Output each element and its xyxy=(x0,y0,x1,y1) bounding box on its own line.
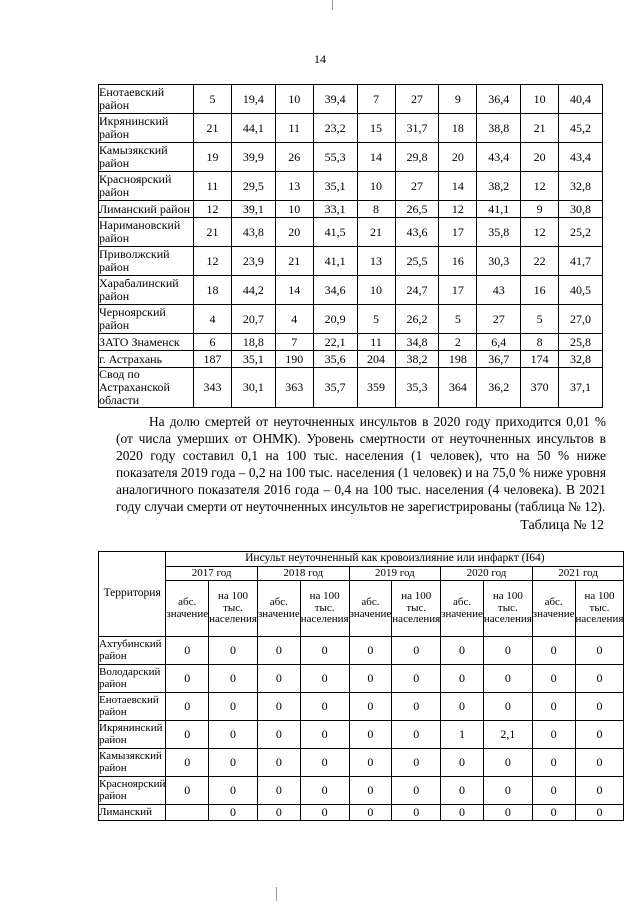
table-row xyxy=(99,114,603,143)
table-row xyxy=(99,218,603,247)
territory-cell: Камызякский район xyxy=(99,143,194,172)
value-cell: 0 xyxy=(575,777,624,805)
abs-header: абс. значение xyxy=(257,581,300,637)
territory-cell: Наримановский район xyxy=(99,218,194,247)
value-cell: 32,8 xyxy=(559,351,603,368)
value-cell: 0 xyxy=(166,637,209,665)
abs-header: абс. значение xyxy=(441,581,484,637)
value-cell: 0 xyxy=(300,749,349,777)
years-row xyxy=(99,567,624,581)
table-row xyxy=(99,143,603,172)
value-cell: 0 xyxy=(300,693,349,721)
value-cell: 343 xyxy=(194,368,232,408)
value-cell: 27 xyxy=(477,305,521,334)
value-cell: 0 xyxy=(257,749,300,777)
value-cell: 35,6 xyxy=(313,351,357,368)
value-cell: 24,7 xyxy=(395,276,439,305)
value-cell: 26,2 xyxy=(395,305,439,334)
value-cell: 0 xyxy=(349,693,392,721)
value-cell: 0 xyxy=(532,637,575,665)
value-cell: 0 xyxy=(483,777,532,805)
territory-cell: Енотаевский район xyxy=(99,693,166,721)
value-cell: 0 xyxy=(166,749,209,777)
value-cell: 0 xyxy=(441,637,484,665)
value-cell: 4 xyxy=(194,305,232,334)
table-caption: Таблица № 12 xyxy=(520,518,604,533)
value-cell: 198 xyxy=(439,351,477,368)
value-cell: 0 xyxy=(575,749,624,777)
value-cell: 10 xyxy=(275,201,313,218)
value-cell: 55,3 xyxy=(313,143,357,172)
value-cell: 12 xyxy=(521,218,559,247)
value-cell: 12 xyxy=(194,247,232,276)
value-cell: 20 xyxy=(521,143,559,172)
value-cell: 0 xyxy=(349,665,392,693)
table-row xyxy=(99,334,603,351)
territory-cell: Красноярский район xyxy=(99,777,166,805)
value-cell: 16 xyxy=(521,276,559,305)
territory-cell: ЗАТО Знаменск xyxy=(99,334,194,351)
value-cell: 25,8 xyxy=(559,334,603,351)
value-cell: 21 xyxy=(194,218,232,247)
value-cell: 2,1 xyxy=(483,721,532,749)
value-cell: 11 xyxy=(357,334,395,351)
value-cell: 21 xyxy=(521,114,559,143)
value-cell: 364 xyxy=(439,368,477,408)
value-cell: 33,1 xyxy=(313,201,357,218)
value-cell: 0 xyxy=(392,665,441,693)
value-cell: 0 xyxy=(441,693,484,721)
table-row xyxy=(99,247,603,276)
value-cell: 0 xyxy=(166,693,209,721)
value-cell: 0 xyxy=(166,777,209,805)
value-cell: 0 xyxy=(349,721,392,749)
year-header: 2019 год xyxy=(349,567,441,581)
value-cell: 363 xyxy=(275,368,313,408)
table-row xyxy=(99,276,603,305)
year-header: 2017 год xyxy=(166,567,258,581)
value-cell: 21 xyxy=(275,247,313,276)
value-cell: 36,4 xyxy=(477,85,521,114)
value-cell: 34,8 xyxy=(395,334,439,351)
value-cell: 6 xyxy=(194,334,232,351)
group-header: Инсульт неуточненный как кровоизлияние или инфаркт (I64) xyxy=(166,552,624,567)
value-cell: 12 xyxy=(521,172,559,201)
value-cell: 0 xyxy=(532,805,575,821)
value-cell: 43,4 xyxy=(559,143,603,172)
value-cell: 10 xyxy=(275,85,313,114)
value-cell: 20,9 xyxy=(313,305,357,334)
value-cell: 14 xyxy=(275,276,313,305)
value-cell: 41,1 xyxy=(477,201,521,218)
value-cell: 12 xyxy=(194,201,232,218)
value-cell: 0 xyxy=(575,637,624,665)
value-cell: 0 xyxy=(209,749,258,777)
value-cell: 18 xyxy=(194,276,232,305)
scan-mark xyxy=(276,887,277,901)
value-cell: 15 xyxy=(357,114,395,143)
year-header: 2018 год xyxy=(257,567,349,581)
abs-header: абс. значение xyxy=(532,581,575,637)
value-cell: 43,4 xyxy=(477,143,521,172)
value-cell: 32,8 xyxy=(559,172,603,201)
value-cell: 29,5 xyxy=(231,172,275,201)
value-cell: 187 xyxy=(194,351,232,368)
table-row xyxy=(99,749,624,777)
value-cell: 35,1 xyxy=(313,172,357,201)
value-cell: 27,0 xyxy=(559,305,603,334)
value-cell: 5 xyxy=(357,305,395,334)
value-cell: 0 xyxy=(257,693,300,721)
territory-cell: г. Астрахань xyxy=(99,351,194,368)
body-paragraph: На долю смертей от неуточненных инсультов в 2020 году приходится 0,01 % (от числа умерших от ОНМК). Уровень смертности от неуточненных инсультов в 2020 году составил 0,1 на 100 тыс. населения (1 человек), что на 50 % ниже показателя 2019 года – 0,2 на 100 тыс. населения (1 человек) и на 75,0 % ниже уровня аналогичного показателя 2016 года – 0,4 на 100 тыс. населения (4 человека). В 2021 году случаи смерти от неуточненных инсультов не зарегистрированы (таблица № 12). xyxy=(116,414,606,514)
table-row xyxy=(99,351,603,368)
mortality-table xyxy=(98,84,603,408)
territory-cell: Приволжский район xyxy=(99,247,194,276)
value-cell: 6,4 xyxy=(477,334,521,351)
value-cell: 23,9 xyxy=(231,247,275,276)
value-cell: 5 xyxy=(521,305,559,334)
value-cell: 0 xyxy=(257,721,300,749)
value-cell: 31,7 xyxy=(395,114,439,143)
value-cell: 22,1 xyxy=(313,334,357,351)
value-cell: 43,6 xyxy=(395,218,439,247)
value-cell: 8 xyxy=(521,334,559,351)
table-row xyxy=(99,305,603,334)
value-cell: 0 xyxy=(300,721,349,749)
rate-header: на 100 тыс. населения xyxy=(575,581,624,637)
value-cell: 7 xyxy=(357,85,395,114)
value-cell: 0 xyxy=(483,637,532,665)
value-cell: 18 xyxy=(439,114,477,143)
value-cell: 9 xyxy=(521,201,559,218)
value-cell: 0 xyxy=(532,749,575,777)
table-row xyxy=(99,665,624,693)
value-cell: 41,5 xyxy=(313,218,357,247)
value-cell: 0 xyxy=(349,805,392,821)
scan-mark xyxy=(332,0,333,10)
value-cell: 0 xyxy=(483,749,532,777)
stroke-table-body xyxy=(99,637,624,821)
value-cell: 26,5 xyxy=(395,201,439,218)
value-cell: 11 xyxy=(194,172,232,201)
value-cell: 35,1 xyxy=(231,351,275,368)
table-row xyxy=(99,721,624,749)
value-cell: 0 xyxy=(392,805,441,821)
value-cell: 19,4 xyxy=(231,85,275,114)
value-cell: 0 xyxy=(209,721,258,749)
value-cell: 0 xyxy=(441,777,484,805)
territory-cell: Красноярский район xyxy=(99,172,194,201)
value-cell: 0 xyxy=(300,777,349,805)
value-cell: 10 xyxy=(357,276,395,305)
value-cell: 2 xyxy=(439,334,477,351)
value-cell: 359 xyxy=(357,368,395,408)
table-row xyxy=(99,172,603,201)
table-row xyxy=(99,368,603,408)
value-cell: 34,6 xyxy=(313,276,357,305)
table-row xyxy=(99,201,603,218)
value-cell: 36,7 xyxy=(477,351,521,368)
value-cell: 16 xyxy=(439,247,477,276)
value-cell: 40,5 xyxy=(559,276,603,305)
table-row xyxy=(99,693,624,721)
value-cell: 36,2 xyxy=(477,368,521,408)
territory-cell: Енотаевский район xyxy=(99,85,194,114)
value-cell: 0 xyxy=(532,693,575,721)
value-cell: 0 xyxy=(575,805,624,821)
value-cell: 25,5 xyxy=(395,247,439,276)
value-cell: 0 xyxy=(532,777,575,805)
value-cell: 0 xyxy=(300,805,349,821)
stroke-table-header xyxy=(99,552,624,637)
value-cell: 8 xyxy=(357,201,395,218)
value-cell: 0 xyxy=(209,665,258,693)
value-cell: 0 xyxy=(257,805,300,821)
value-cell: 20 xyxy=(275,218,313,247)
rate-header: на 100 тыс. населения xyxy=(209,581,258,637)
territory-cell: Лиманский район xyxy=(99,201,194,218)
value-cell: 27 xyxy=(395,85,439,114)
value-cell: 5 xyxy=(439,305,477,334)
value-cell: 18,8 xyxy=(231,334,275,351)
value-cell: 39,1 xyxy=(231,201,275,218)
value-cell: 17 xyxy=(439,218,477,247)
table-row xyxy=(99,637,624,665)
mortality-table-body xyxy=(99,85,603,408)
value-cell: 14 xyxy=(439,172,477,201)
value-cell: 5 xyxy=(194,85,232,114)
value-cell: 0 xyxy=(166,665,209,693)
table-row xyxy=(99,777,624,805)
rate-header: на 100 тыс. населения xyxy=(392,581,441,637)
value-cell: 43 xyxy=(477,276,521,305)
value-cell: 174 xyxy=(521,351,559,368)
rate-header: на 100 тыс. населения xyxy=(483,581,532,637)
territory-cell: Харабалинский район xyxy=(99,276,194,305)
value-cell: 13 xyxy=(357,247,395,276)
territory-cell: Лиманский xyxy=(99,805,166,821)
page-number: 14 xyxy=(314,52,326,66)
value-cell: 0 xyxy=(392,693,441,721)
value-cell: 10 xyxy=(357,172,395,201)
value-cell: 0 xyxy=(209,637,258,665)
value-cell: 39,4 xyxy=(313,85,357,114)
value-cell: 0 xyxy=(257,777,300,805)
value-cell: 0 xyxy=(532,721,575,749)
value-cell: 0 xyxy=(575,665,624,693)
value-cell: 204 xyxy=(357,351,395,368)
year-header: 2020 год xyxy=(441,567,533,581)
value-cell: 41,1 xyxy=(313,247,357,276)
value-cell: 0 xyxy=(209,777,258,805)
value-cell: 0 xyxy=(300,665,349,693)
value-cell: 0 xyxy=(483,805,532,821)
value-cell: 19 xyxy=(194,143,232,172)
value-cell: 29,8 xyxy=(395,143,439,172)
territory-cell: Икрянинский район xyxy=(99,114,194,143)
value-cell: 35,8 xyxy=(477,218,521,247)
year-header: 2021 год xyxy=(532,567,624,581)
value-cell: 9 xyxy=(439,85,477,114)
value-cell: 0 xyxy=(257,665,300,693)
value-cell: 12 xyxy=(439,201,477,218)
value-cell: 0 xyxy=(166,721,209,749)
value-cell: 38,2 xyxy=(395,351,439,368)
value-cell: 35,7 xyxy=(313,368,357,408)
value-cell: 0 xyxy=(483,665,532,693)
value-cell: 4 xyxy=(275,305,313,334)
value-cell: 13 xyxy=(275,172,313,201)
value-cell: 25,2 xyxy=(559,218,603,247)
value-cell: 39,9 xyxy=(231,143,275,172)
abs-header: абс. значение xyxy=(349,581,392,637)
value-cell: 17 xyxy=(439,276,477,305)
territory-cell: Свод по Астраханской области xyxy=(99,368,194,408)
table-row xyxy=(99,805,624,821)
value-cell: 0 xyxy=(441,805,484,821)
value-cell: 1 xyxy=(441,721,484,749)
territory-header: Территория xyxy=(99,552,166,637)
value-cell: 0 xyxy=(392,777,441,805)
value-cell: 43,8 xyxy=(231,218,275,247)
value-cell: 0 xyxy=(209,805,258,821)
territory-cell: Черноярский район xyxy=(99,305,194,334)
value-cell: 14 xyxy=(357,143,395,172)
value-cell: 0 xyxy=(392,721,441,749)
value-cell: 21 xyxy=(194,114,232,143)
value-cell: 10 xyxy=(521,85,559,114)
territory-cell: Володарский район xyxy=(99,665,166,693)
territory-cell: Ахтубинский район xyxy=(99,637,166,665)
value-cell: 38,2 xyxy=(477,172,521,201)
value-cell: 0 xyxy=(392,637,441,665)
value-cell xyxy=(166,805,209,821)
stroke-table xyxy=(98,551,624,821)
value-cell: 20,7 xyxy=(231,305,275,334)
value-cell: 0 xyxy=(532,665,575,693)
value-cell: 0 xyxy=(441,749,484,777)
value-cell: 27 xyxy=(395,172,439,201)
value-cell: 30,8 xyxy=(559,201,603,218)
territory-cell: Камызякский район xyxy=(99,749,166,777)
value-cell: 0 xyxy=(209,693,258,721)
value-cell: 0 xyxy=(392,749,441,777)
value-cell: 0 xyxy=(441,665,484,693)
value-cell: 0 xyxy=(257,637,300,665)
territory-cell: Икрянинский район xyxy=(99,721,166,749)
value-cell: 37,1 xyxy=(559,368,603,408)
value-cell: 20 xyxy=(439,143,477,172)
value-cell: 370 xyxy=(521,368,559,408)
subheader-row xyxy=(99,581,624,637)
value-cell: 22 xyxy=(521,247,559,276)
rate-header: на 100 тыс. населения xyxy=(300,581,349,637)
value-cell: 21 xyxy=(357,218,395,247)
value-cell: 44,2 xyxy=(231,276,275,305)
value-cell: 40,4 xyxy=(559,85,603,114)
abs-header: абс. значение xyxy=(166,581,209,637)
value-cell: 30,1 xyxy=(231,368,275,408)
value-cell: 0 xyxy=(575,693,624,721)
value-cell: 0 xyxy=(483,693,532,721)
value-cell: 45,2 xyxy=(559,114,603,143)
value-cell: 11 xyxy=(275,114,313,143)
value-cell: 0 xyxy=(349,749,392,777)
value-cell: 26 xyxy=(275,143,313,172)
value-cell: 30,3 xyxy=(477,247,521,276)
value-cell: 23,2 xyxy=(313,114,357,143)
value-cell: 35,3 xyxy=(395,368,439,408)
value-cell: 0 xyxy=(300,637,349,665)
value-cell: 0 xyxy=(349,637,392,665)
value-cell: 7 xyxy=(275,334,313,351)
value-cell: 44,1 xyxy=(231,114,275,143)
value-cell: 0 xyxy=(349,777,392,805)
table-row xyxy=(99,85,603,114)
value-cell: 38,8 xyxy=(477,114,521,143)
value-cell: 0 xyxy=(575,721,624,749)
value-cell: 41,7 xyxy=(559,247,603,276)
value-cell: 190 xyxy=(275,351,313,368)
